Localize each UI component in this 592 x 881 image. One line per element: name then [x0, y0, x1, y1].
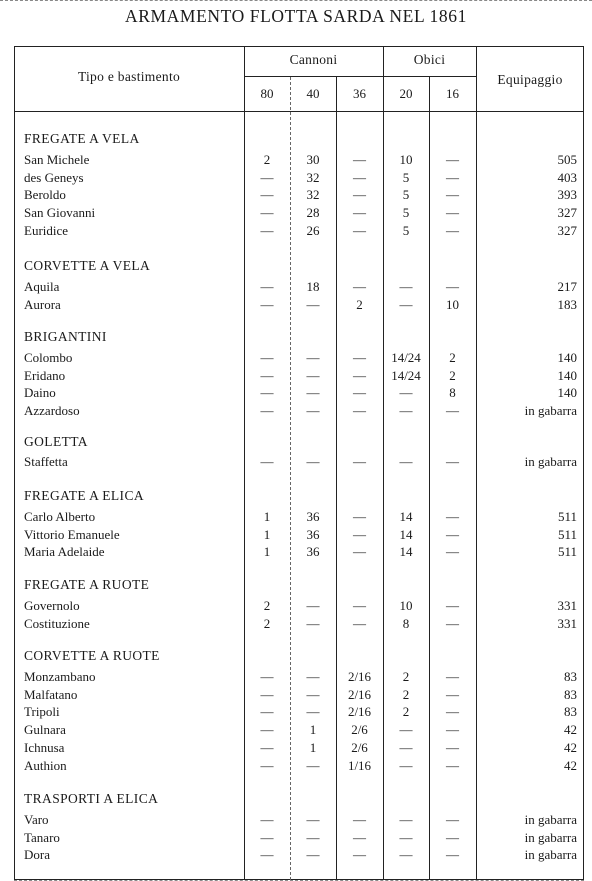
section-heading: CORVETTE A RUOTE: [24, 648, 160, 663]
cell-c80: —: [260, 454, 274, 469]
cell-c80: —: [260, 169, 274, 185]
cell-c80: 2: [263, 152, 271, 167]
cell-c40: —: [306, 686, 320, 702]
cell-c40: 36: [306, 509, 320, 524]
cell-c36: —: [353, 205, 366, 221]
header-col-20: 20: [399, 86, 413, 101]
cell-equipaggio: in gabarra: [524, 403, 577, 419]
cell-c36: 2/16: [347, 704, 372, 720]
cell-c36: —: [353, 526, 366, 542]
cell-c80: 2: [263, 615, 271, 631]
cell-equipaggio: 183: [557, 296, 577, 312]
cell-o16: —: [446, 403, 459, 419]
cell-o16: —: [446, 722, 459, 738]
cell-o16: —: [446, 509, 459, 524]
cell-o16: 8: [449, 385, 456, 401]
cell-o16: —: [446, 829, 459, 845]
cell-o16: —: [446, 739, 459, 755]
cell-o16: —: [446, 279, 459, 294]
cell-equipaggio: 42: [564, 757, 577, 773]
cell-c40: 18: [306, 279, 320, 294]
cell-c80: —: [260, 385, 274, 401]
ship-name: Azzardoso: [24, 403, 80, 419]
cell-o20: —: [399, 385, 413, 401]
cell-c80: —: [260, 296, 274, 312]
cell-c36: 2/16: [347, 686, 372, 702]
cell-o20: —: [399, 454, 413, 469]
ship-name: Monzambano: [24, 669, 96, 684]
cell-o16: —: [446, 615, 459, 631]
cell-c40: 26: [306, 222, 320, 238]
cell-c80: —: [260, 812, 274, 827]
cell-o16: —: [446, 544, 459, 560]
ship-name: Vittorio Emanuele: [24, 526, 120, 542]
cell-o16: —: [446, 757, 459, 773]
cell-c80: 1: [263, 526, 271, 542]
cell-o16: —: [446, 847, 459, 863]
cell-c80: —: [260, 367, 274, 383]
cell-c40: —: [306, 296, 320, 312]
cell-c40: —: [306, 757, 320, 773]
ship-name: Dora: [24, 847, 50, 863]
cell-c36: —: [353, 350, 366, 365]
cell-c40: 32: [306, 187, 320, 203]
top-border: [0, 0, 592, 5]
cell-c36: —: [353, 847, 366, 863]
ship-name: Governolo: [24, 598, 80, 613]
ship-name: Beroldo: [24, 187, 66, 203]
cell-equipaggio: 42: [564, 722, 577, 738]
ship-name: Tanaro: [24, 829, 60, 845]
header-subrule: [244, 76, 476, 77]
ship-name: des Geneys: [24, 169, 84, 185]
header-rule: [14, 111, 584, 112]
section-heading: BRIGANTINI: [24, 329, 107, 344]
cell-c40: —: [306, 350, 320, 365]
cell-c36: 2/6: [351, 739, 368, 755]
header-tipo: Tipo e bastimento: [77, 69, 181, 84]
section-heading: FREGATE A VELA: [24, 131, 140, 146]
cell-o16: —: [446, 152, 459, 167]
cell-o16: —: [446, 187, 459, 203]
ship-name: Maria Adelaide: [24, 544, 105, 560]
cell-c36: —: [353, 367, 366, 383]
header-col-16: 16: [446, 86, 459, 101]
cell-o20: 14/24: [391, 350, 421, 365]
cell-o20: 2: [402, 704, 410, 720]
cell-o20: —: [399, 757, 413, 773]
cell-c36: 2/6: [351, 722, 368, 738]
cell-o16: —: [446, 222, 459, 238]
cell-o16: —: [446, 205, 459, 221]
cell-equipaggio: 327: [557, 205, 577, 221]
cell-o20: —: [399, 812, 413, 827]
ship-name: Varo: [24, 812, 49, 827]
ship-name: Malfatano: [24, 686, 78, 702]
cell-c80: —: [260, 757, 274, 773]
cell-c36: —: [353, 812, 366, 827]
ship-name: San Michele: [24, 152, 90, 167]
cell-o20: 5: [402, 222, 410, 238]
cell-equipaggio: 140: [557, 367, 577, 383]
cell-o20: 14: [399, 544, 413, 560]
cell-equipaggio: 511: [557, 509, 577, 524]
cell-o16: —: [446, 686, 459, 702]
ship-name: Colombo: [24, 350, 73, 365]
ship-name: Euridice: [24, 222, 69, 238]
cell-c36: 2/16: [347, 669, 372, 684]
header-col-80: 80: [260, 86, 274, 101]
ship-name: Authion: [24, 757, 67, 773]
cell-o20: 2: [402, 669, 410, 684]
cell-o20: 8: [402, 615, 410, 631]
cell-o20: —: [399, 403, 413, 419]
cell-o16: 2: [449, 367, 456, 383]
cell-o16: —: [446, 704, 459, 720]
ship-name: San Giovanni: [24, 205, 96, 221]
ship-name: Carlo Alberto: [24, 509, 96, 524]
cell-o16: —: [446, 669, 459, 684]
cell-c40: —: [306, 385, 320, 401]
cell-o16: 2: [449, 350, 456, 365]
ship-name: Aquila: [24, 279, 60, 294]
cell-c80: —: [260, 205, 274, 221]
page-title: ARMAMENTO FLOTTA SARDA NEL 1861: [125, 6, 467, 26]
cell-c40: 1: [309, 722, 317, 738]
cell-o20: —: [399, 279, 413, 294]
cell-o20: 14: [399, 509, 413, 524]
cell-c40: —: [306, 704, 320, 720]
cell-o20: 5: [402, 169, 410, 185]
cell-o20: 5: [402, 205, 410, 221]
cell-o20: —: [399, 296, 413, 312]
cell-o20: 10: [399, 152, 413, 167]
cell-o20: —: [399, 847, 413, 863]
header-cannoni: Cannoni: [289, 52, 338, 67]
cell-o20: 2: [402, 686, 410, 702]
cell-c80: 1: [263, 544, 271, 560]
cell-equipaggio: 327: [557, 222, 577, 238]
cell-c40: —: [306, 598, 320, 613]
cell-equipaggio: 83: [564, 686, 577, 702]
cell-equipaggio: in gabarra: [524, 812, 577, 827]
header-equipaggio: Equipaggio: [497, 72, 563, 87]
cell-c36: —: [353, 169, 366, 185]
cell-c80: —: [260, 704, 274, 720]
cell-c36: 1/16: [347, 757, 372, 773]
ship-name: Eridano: [24, 367, 66, 383]
cell-o16: —: [446, 526, 459, 542]
cell-c36: —: [353, 509, 366, 524]
cell-c40: —: [306, 454, 320, 469]
cell-c80: —: [260, 722, 274, 738]
cell-c40: —: [306, 615, 320, 631]
cell-c80: —: [260, 847, 274, 863]
cell-o20: 10: [399, 598, 413, 613]
ship-name: Daino: [24, 385, 56, 401]
cell-c40: —: [306, 847, 320, 863]
cell-c36: —: [353, 222, 366, 238]
cell-equipaggio: 511: [557, 544, 577, 560]
ship-name: Staffetta: [24, 454, 68, 469]
cell-c40: —: [306, 403, 320, 419]
cell-c80: —: [260, 686, 274, 702]
cell-o16: 10: [446, 296, 459, 312]
cell-c36: —: [353, 544, 366, 560]
cell-c36: —: [353, 385, 366, 401]
cell-equipaggio: 505: [557, 152, 577, 167]
ship-name: Gulnara: [24, 722, 66, 738]
cell-equipaggio: 83: [564, 704, 577, 720]
cell-c40: 36: [306, 526, 320, 542]
cell-c80: —: [260, 187, 274, 203]
cell-equipaggio: 511: [557, 526, 577, 542]
cell-c40: 36: [306, 544, 320, 560]
cell-equipaggio: 403: [557, 169, 577, 185]
cell-o20: 14/24: [391, 367, 421, 383]
cell-o16: —: [446, 598, 459, 613]
cell-equipaggio: 217: [557, 279, 577, 294]
cell-c36: —: [353, 615, 366, 631]
cell-c40: —: [306, 669, 320, 684]
cell-c36: —: [353, 187, 366, 203]
cell-equipaggio: 83: [564, 669, 577, 684]
cell-equipaggio: in gabarra: [524, 847, 577, 863]
cell-c80: —: [260, 739, 274, 755]
cell-equipaggio: 140: [557, 350, 577, 365]
cell-c40: 30: [306, 152, 320, 167]
ship-name: Aurora: [24, 296, 61, 312]
cell-c40: —: [306, 829, 320, 845]
ship-name: Tripoli: [24, 704, 60, 720]
cell-o16: —: [446, 812, 459, 827]
ship-name: Costituzione: [24, 615, 90, 631]
cell-equipaggio: 331: [557, 615, 577, 631]
cell-o20: —: [399, 829, 413, 845]
cell-c80: —: [260, 669, 274, 684]
cell-c80: 2: [263, 598, 271, 613]
cell-c40: 28: [306, 205, 320, 221]
cell-equipaggio: 140: [557, 385, 577, 401]
ship-name: Ichnusa: [24, 739, 65, 755]
section-heading: FREGATE A ELICA: [24, 488, 145, 503]
section-heading: GOLETTA: [24, 434, 88, 449]
section-heading: CORVETTE A VELA: [24, 258, 151, 273]
cell-c36: —: [353, 598, 366, 613]
cell-o20: 14: [399, 526, 413, 542]
cell-c40: —: [306, 812, 320, 827]
cell-c36: —: [353, 403, 366, 419]
cell-equipaggio: 393: [557, 187, 577, 203]
bottom-border: [14, 877, 584, 881]
header-col-40: 40: [306, 86, 320, 101]
cell-c40: —: [306, 367, 320, 383]
cell-c36: —: [353, 454, 366, 469]
cell-o20: —: [399, 722, 413, 738]
cell-c80: —: [260, 222, 274, 238]
cell-equipaggio: 331: [557, 598, 577, 613]
cell-c80: —: [260, 279, 274, 294]
cell-c36: 2: [356, 296, 363, 312]
cell-o16: —: [446, 454, 459, 469]
header-obici: Obici: [413, 52, 446, 67]
cell-o20: 5: [402, 187, 410, 203]
header-col-36: 36: [353, 86, 366, 101]
section-heading: FREGATE A RUOTE: [24, 577, 150, 592]
cell-equipaggio: in gabarra: [524, 829, 577, 845]
cell-o16: —: [446, 169, 459, 185]
cell-c40: 32: [306, 169, 320, 185]
cell-c80: —: [260, 829, 274, 845]
cell-equipaggio: in gabarra: [524, 454, 577, 469]
cell-c80: —: [260, 350, 274, 365]
cell-c80: —: [260, 403, 274, 419]
cell-c36: —: [353, 829, 366, 845]
cell-c40: 1: [309, 739, 317, 755]
cell-equipaggio: 42: [564, 739, 577, 755]
cell-c80: 1: [263, 509, 271, 524]
cell-c36: —: [353, 152, 366, 167]
cell-c36: —: [353, 279, 366, 294]
section-heading: TRASPORTI A ELICA: [24, 791, 159, 806]
cell-o20: —: [399, 739, 413, 755]
